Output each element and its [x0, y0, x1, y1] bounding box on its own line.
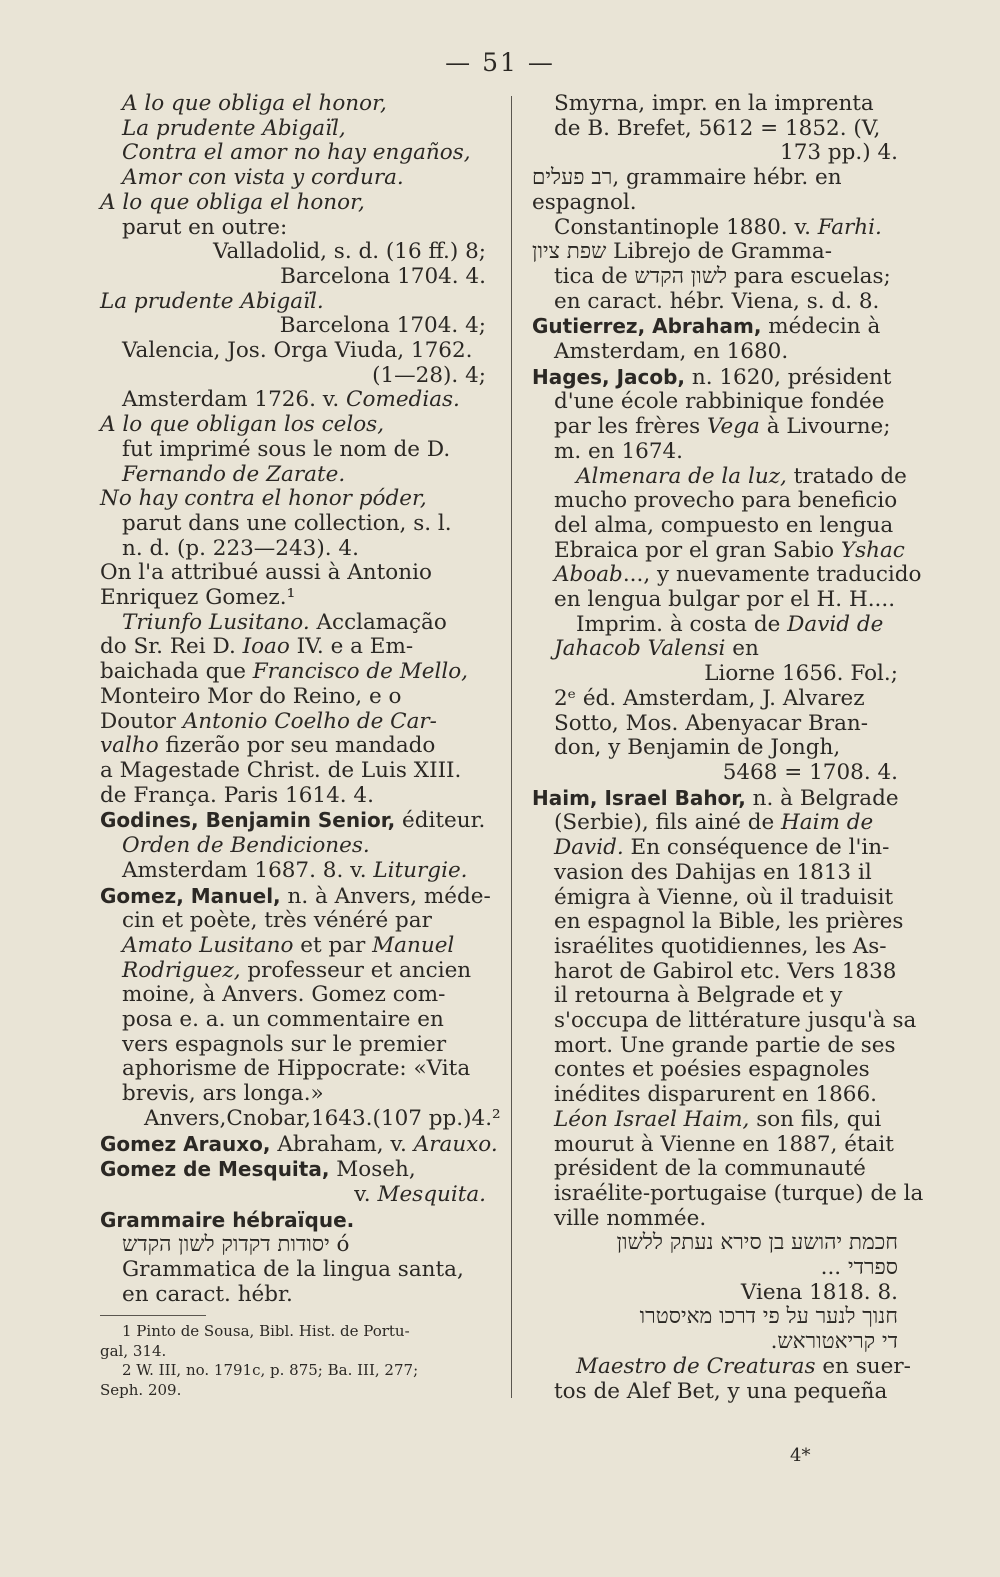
text-run: Moseh,: [329, 1157, 416, 1183]
text-line: ville nommée.: [554, 1205, 707, 1231]
text-line: mourut à Vienne en 1887, était: [554, 1131, 894, 1157]
italic-run: Vega: [707, 414, 760, 440]
italic-run: Antonio Coelho de Car-: [182, 708, 437, 734]
italic-run: Yshac: [840, 537, 905, 563]
italic-run: Ioao: [242, 634, 290, 660]
title-line: Fernando de Zarate.: [122, 461, 346, 487]
text-run: n. à Belgrade: [745, 785, 899, 811]
text-line: m. en 1674.: [554, 438, 684, 464]
text-line: (1—28). 4;: [372, 362, 486, 388]
text-line: 173 pp.) 4.: [780, 140, 898, 166]
column-divider: [511, 96, 512, 1398]
hebrew-title: שפת ציון: [532, 239, 607, 265]
text-line: [532, 415, 898, 440]
italic-run: Jahacob Valensi: [554, 636, 726, 662]
italic-run: Léon Israel Haim,: [554, 1106, 750, 1132]
text-line: [532, 463, 907, 490]
text-line: il retourna à Belgrade et y: [554, 983, 843, 1009]
text-run: tica de: [554, 263, 635, 289]
text-line: espagnol.: [532, 189, 637, 215]
italic-run: Arauxo.: [413, 1131, 498, 1157]
text-line: [532, 166, 898, 191]
text-line: Barcelona 1704. 4.: [280, 263, 486, 289]
text-line: en lengua bulgar por el H. H....: [554, 587, 896, 613]
text-run: do Sr. Rei D.: [100, 634, 243, 660]
text-run: , grammaire hébr. en: [612, 165, 842, 191]
text-line: d'une école rabbinique fondée: [554, 389, 885, 415]
title-line: La prudente Abigaïl,: [122, 115, 346, 141]
text-line: don, y Benjamin de Jongh,: [554, 735, 841, 761]
title-line: A lo que obliga el honor,: [100, 189, 365, 215]
italic-run: David de: [787, 611, 884, 637]
signature-mark: 4*: [790, 1445, 811, 1466]
text-run: fizerão por seu mandado: [158, 733, 436, 759]
italic-run: Amato Lusitano: [122, 932, 294, 958]
text-line: fut imprimé sous le nom de D.: [122, 436, 451, 462]
text-line: [100, 859, 486, 884]
italic-run: Maestro de Creaturas: [576, 1353, 816, 1379]
entry-heading-line: [532, 365, 898, 391]
text-line: parut en outre:: [122, 214, 288, 240]
text-line: [532, 265, 898, 290]
title-line: La prudente Abigaïl.: [100, 288, 324, 314]
entry-heading-line: [100, 883, 491, 910]
text-run: (Serbie), fils ainé de: [554, 810, 782, 836]
left-column: [100, 91, 501, 1400]
text-line: [532, 216, 898, 241]
text-line: contes et poésies espagnoles: [554, 1057, 870, 1083]
text-line: Barcelona 1704. 4;: [279, 313, 486, 339]
entry-name: Gomez de Mesquita,: [100, 1157, 330, 1182]
italic-run: Farhi.: [817, 214, 882, 240]
text-line: [100, 1233, 486, 1258]
text-run: Amsterdam 1687. 8. v.: [122, 857, 374, 883]
text-line: Liorne 1656. Fol.;: [704, 661, 898, 687]
text-line: s'occupa de littérature jusqu'à sa: [554, 1008, 917, 1034]
text-line: [532, 836, 898, 861]
text-line: n. d. (p. 223—243). 4.: [122, 535, 359, 561]
text-run: Constantinople 1880. v.: [554, 214, 818, 240]
text-line: Anvers,Cnobar,1643.(107 pp.)4.²: [144, 1105, 501, 1131]
title-line: A lo que obligan los celos,: [100, 412, 385, 438]
text-line: [532, 1353, 911, 1380]
entry-name: Grammaire hébraïque.: [100, 1207, 355, 1232]
title-line: No hay contra el honor póder,: [100, 486, 427, 512]
text-line: Enriquez Gomez.¹: [100, 585, 296, 611]
hebrew-title: יסודות דקדוק לשון הקדש: [122, 1232, 330, 1258]
text-run: Acclamação: [309, 609, 447, 635]
text-line: en caract. hébr. Viena, s. d. 8.: [554, 288, 880, 314]
hebrew-title: לשון הקדש: [634, 263, 728, 289]
text-line: inédites disparurent en 1866.: [554, 1082, 877, 1108]
italic-run: David.: [554, 835, 624, 861]
text-run: v.: [354, 1181, 378, 1207]
title-line: A lo que obliga el honor,: [122, 91, 387, 116]
text-line: harot de Gabirol etc. Vers 1838: [554, 958, 897, 984]
text-run: ..., y nuevamente traducido: [622, 562, 922, 588]
text-run: à Livourne;: [759, 414, 891, 440]
text-line: [100, 959, 486, 984]
text-line: de B. Brefet, 5612 = 1852. (V,: [554, 115, 881, 141]
entry-name: Gutierrez, Abraham,: [532, 314, 762, 339]
italic-run: Liturgie.: [373, 857, 468, 883]
text-run: et par: [293, 932, 373, 958]
text-line: [532, 613, 898, 638]
footnote-rule: [100, 1315, 206, 1316]
entry-heading-line: [100, 1157, 486, 1183]
text-run: Abraham, v.: [270, 1131, 414, 1157]
footnote: 2 W. III, no. 1791c, p. 875; Ba. III, 277;: [122, 1361, 419, 1380]
text-line: [532, 637, 898, 662]
text-line: a Magestade Christ. de Luis XIII.: [100, 757, 462, 783]
text-line: Valencia, Jos. Orga Viuda, 1762.: [122, 338, 473, 364]
text-line: [100, 635, 486, 660]
text-line: [100, 611, 486, 636]
text-run: n. à Anvers, méde-: [280, 883, 491, 909]
text-line: [100, 660, 486, 685]
text-line: vasion des Dahijas en 1813 il: [554, 859, 872, 885]
text-line: 5468 = 1708. 4.: [722, 759, 898, 785]
text-line: mucho provecho para beneficio: [554, 488, 898, 514]
text-run: médecin à: [761, 314, 881, 340]
hebrew-line: חנוך לנער על פי דרכו מאיסטרו: [639, 1304, 898, 1330]
text-run: En conséquence de l'in-: [623, 835, 890, 861]
text-line: [100, 934, 486, 959]
text-run: baichada que: [100, 659, 253, 685]
text-line: del alma, compuesto en lengua: [554, 512, 894, 538]
italic-run: Manuel: [372, 932, 455, 958]
text-line: aphorisme de Hippocrate: «Vita: [122, 1056, 471, 1082]
text-run: n. 1620, président: [685, 364, 892, 390]
text-run: Doutor: [100, 708, 183, 734]
text-line: [532, 240, 898, 265]
text-line: parut dans une collection, s. l.: [122, 510, 452, 536]
text-run: Amsterdam 1726. v.: [122, 387, 347, 413]
footnote: 1 Pinto de Sousa, Bibl. Hist. de Portu-: [122, 1322, 410, 1341]
text-line: [532, 537, 905, 564]
entry-name: Gomez Arauxo,: [100, 1131, 271, 1156]
text-run: en: [725, 636, 759, 662]
text-line: Amsterdam, en 1680.: [554, 339, 789, 365]
text-run: Imprim. à costa de: [576, 611, 788, 637]
text-line: On l'a attribué aussi à Antonio: [100, 560, 432, 586]
text-run: par les frères: [554, 414, 707, 440]
text-line: posa e. a. un commentaire en: [122, 1007, 444, 1033]
text-line: israélite-portugaise (turque) de la: [554, 1180, 924, 1206]
italic-run: Comedias.: [346, 387, 460, 413]
text-line: de França. Paris 1614. 4.: [100, 782, 374, 808]
text-run: tratado de: [786, 463, 907, 489]
text-run: Librejo de Gramma-: [606, 239, 832, 265]
italic-run: Triunfo Lusitano.: [122, 609, 310, 635]
text-line: en espagnol la Bible, les prières: [554, 909, 904, 935]
italic-run: Rodriguez,: [122, 957, 241, 983]
hebrew-line: חכמת יהושע בן סירא נעתק ללשון: [616, 1230, 898, 1256]
right-column: [532, 91, 924, 1404]
italic-run: Almenara de la luz,: [576, 463, 787, 489]
entry-name: Gomez, Manuel,: [100, 883, 281, 908]
italic-run: valho: [100, 733, 159, 759]
title-line: Orden de Bendiciones.: [122, 833, 370, 859]
italic-run: Francisco de Mello,: [252, 659, 468, 685]
text-run: Ebraica por el gran Sabio: [554, 537, 841, 563]
text-run: IV. e a Em-: [289, 634, 414, 660]
text-line: tos de Alef Bet, y una pequeña: [554, 1378, 888, 1404]
entry-heading-line: [100, 808, 486, 834]
text-line: Smyrna, impr. en la imprenta: [554, 91, 874, 116]
text-line: [100, 1183, 486, 1208]
entry-name: Hages, Jacob,: [532, 364, 686, 389]
text-line: israélites quotidiennes, les As-: [554, 933, 887, 959]
entry-heading-line: [100, 1131, 498, 1158]
entry-name: Godines, Benjamin Senior,: [100, 808, 396, 833]
italic-run: Haim de: [781, 810, 874, 836]
entry-heading-line: [100, 1208, 486, 1234]
entry-heading-line: [532, 314, 898, 340]
text-run: éditeur.: [395, 808, 486, 834]
italic-run: Aboab: [554, 562, 623, 588]
text-run: para escuelas;: [727, 263, 891, 289]
footnote: gal, 314.: [100, 1341, 167, 1360]
footnote: Seph. 209.: [100, 1380, 182, 1399]
text-line: [100, 388, 486, 413]
title-line: Contra el amor no hay engaños,: [122, 140, 471, 166]
text-line: [100, 710, 486, 735]
text-line: en caract. hébr.: [122, 1281, 293, 1307]
text-line: [100, 734, 486, 759]
text-line: Valladolid, s. d. (16 ff.) 8;: [212, 239, 486, 265]
text-line: Sotto, Mos. Abenyacar Bran-: [554, 710, 869, 736]
text-line: Grammatica de la lingua santa,: [122, 1257, 464, 1283]
text-line: Monteiro Mor do Reino, e o: [100, 683, 402, 709]
hebrew-title: רב פעלים: [532, 165, 613, 191]
hebrew-line: ספרדי ...: [820, 1255, 898, 1281]
text-line: mort. Une grande partie de ses: [554, 1032, 896, 1058]
text-line: 2ᵉ éd. Amsterdam, J. Alvarez: [554, 685, 865, 711]
text-run: en suer-: [815, 1353, 911, 1379]
page-number: — 51 —: [445, 48, 555, 77]
hebrew-line: די קריאטוראש.: [770, 1329, 898, 1355]
text-run: ó: [329, 1232, 350, 1258]
text-line: [532, 811, 898, 836]
entry-heading-line: [532, 786, 898, 812]
entry-name: Haim, Israel Bahor,: [532, 785, 746, 810]
text-line: président de la communauté: [554, 1156, 866, 1182]
text-line: vers espagnols sur le premier: [122, 1031, 447, 1057]
text-line: [532, 1108, 898, 1133]
text-line: [532, 562, 922, 588]
text-line: moine, à Anvers. Gomez com-: [122, 982, 446, 1008]
text-line: brevis, ars longa.»: [122, 1081, 324, 1107]
text-run: son fils, qui: [749, 1106, 882, 1132]
text-run: professeur et ancien: [240, 957, 472, 983]
text-line: cin et poète, très vénéré par: [122, 908, 432, 934]
italic-run: Mesquita.: [377, 1181, 486, 1207]
title-line: Amor con vista y cordura.: [122, 165, 404, 191]
text-line: Viena 1818. 8.: [740, 1279, 898, 1305]
text-line: émigra à Vienne, où il traduisit: [554, 884, 894, 910]
